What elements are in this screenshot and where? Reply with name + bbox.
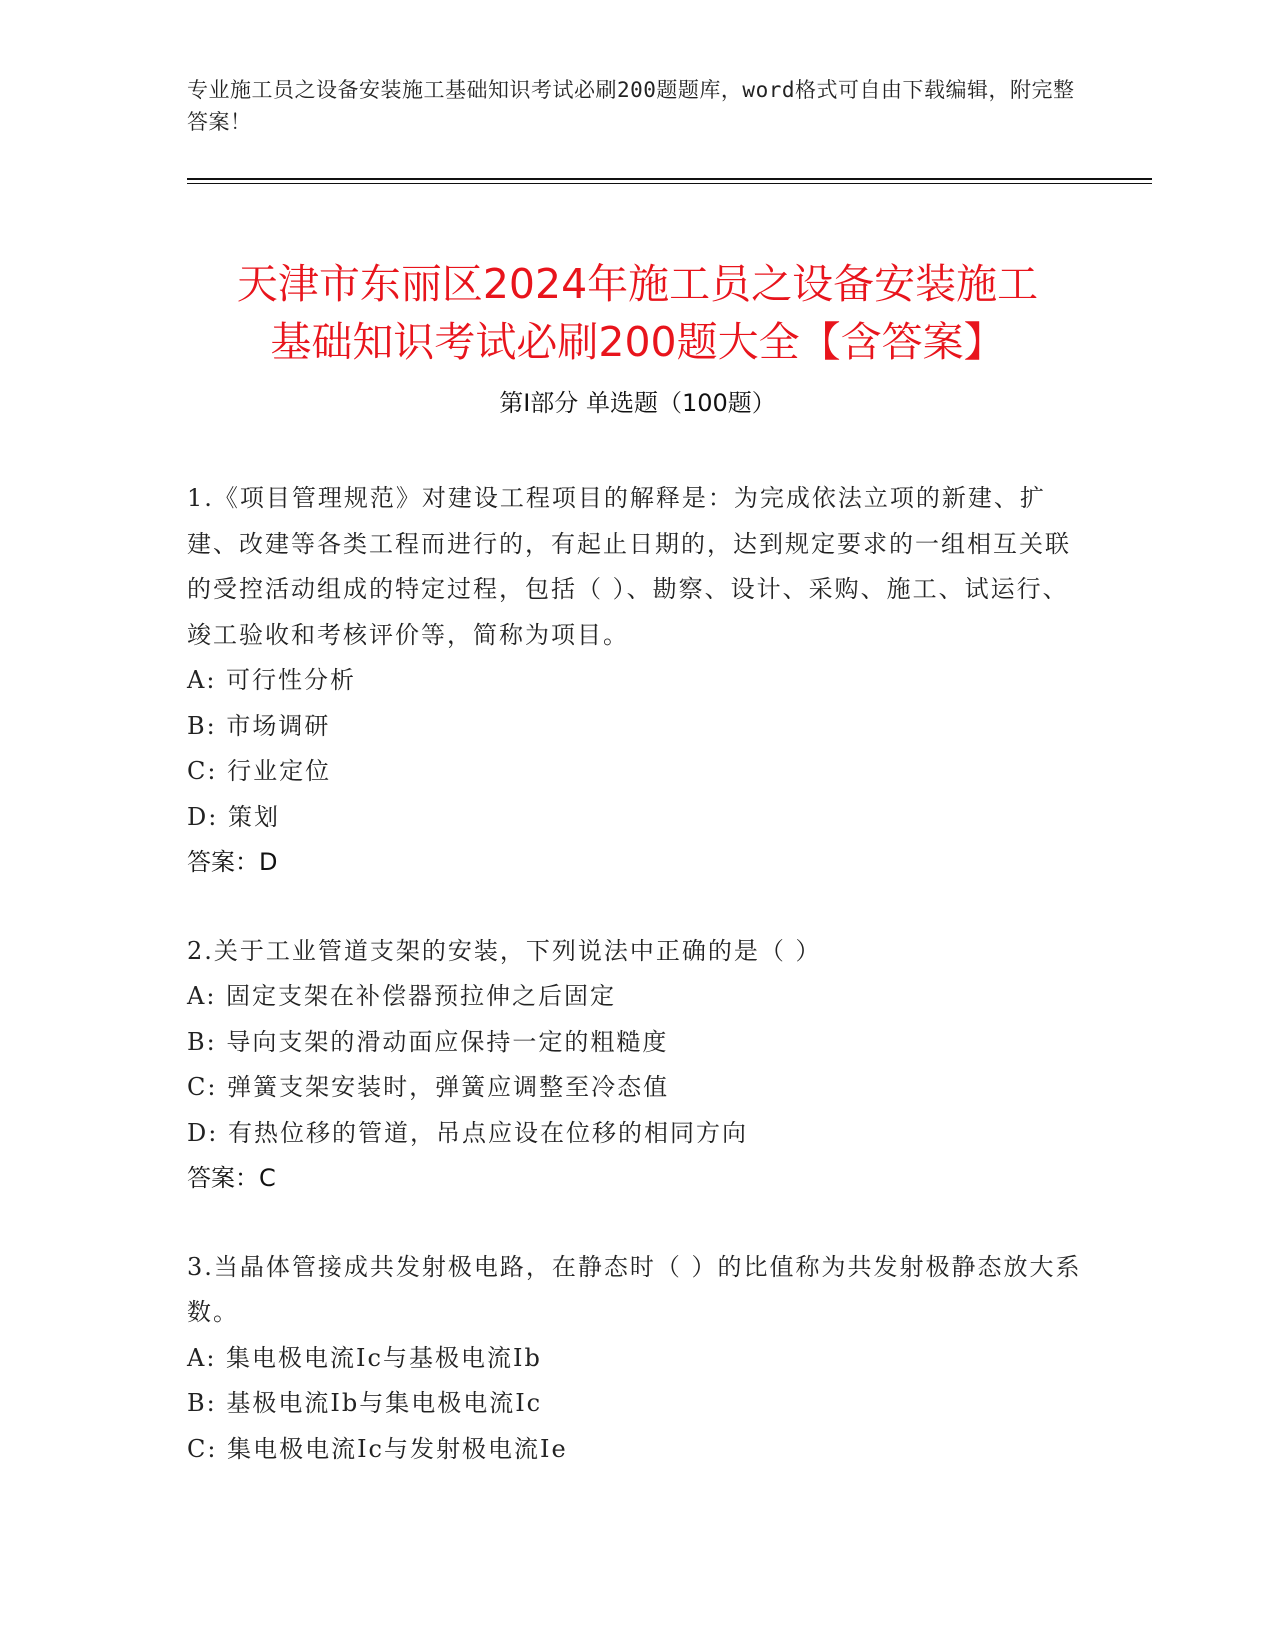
option-b: B: 市场调研 [187,711,331,740]
answer: 答案：D [187,848,278,876]
question-list [187,476,1087,1515]
header-note: 专业施工员之设备安装施工基础知识考试必刷200题题库，word格式可自由下载编辑，附完整答案！ [187,78,1075,134]
document-title [150,255,1125,371]
question-2 [187,929,1087,1202]
question-stem: 1.《项目管理规范》对建设工程项目的解释是：为完成依法立项的新建、扩建、改建等各类工程而进行的，有起止日期的，达到规定要求的一组相互关联的受控活动组成的特定过程，包括（ ）、勘察、设计、采购、施工、试运行、竣工验收和考核评价等，简称为项目。 [187,484,1071,649]
answer: 答案：C [187,1164,276,1192]
question-1 [187,476,1087,886]
option-b: B: 导向支架的滑动面应保持一定的粗糙度 [187,1027,669,1056]
question-3 [187,1245,1087,1473]
option-d: D: 有热位移的管道，吊点应设在位移的相同方向 [187,1118,748,1147]
header-divider-thin [187,183,1152,184]
section-heading: 第I部分 单选题（100题） [499,389,776,417]
option-a: A: 可行性分析 [187,666,357,694]
option-b: B: 基极电流Ib与集电极电流Ic [187,1389,543,1417]
question-stem: 3.当晶体管接成共发射极电路，在静态时（ ）的比值称为共发射极静态放大系数。 [187,1252,1082,1326]
option-a: A: 固定支架在补偿器预拉伸之后固定 [187,982,617,1010]
option-c: C: 弹簧支架安装时，弹簧应调整至冷态值 [187,1073,670,1101]
document-title-line-2: 基础知识考试必刷200题大全【含答案】 [270,318,1005,367]
option-a: A: 集电极电流Ic与基极电流Ib [187,1343,542,1372]
option-d: D: 策划 [187,802,280,831]
option-c: C: 行业定位 [187,757,332,785]
option-c: C: 集电极电流Ic与发射极电流Ie [187,1434,568,1463]
question-stem: 2.关于工业管道支架的安装，下列说法中正确的是（ ） [187,936,822,965]
header-divider-thick [187,178,1152,180]
document-title-line-1: 天津市东丽区2024年施工员之设备安装施工 [236,260,1039,309]
